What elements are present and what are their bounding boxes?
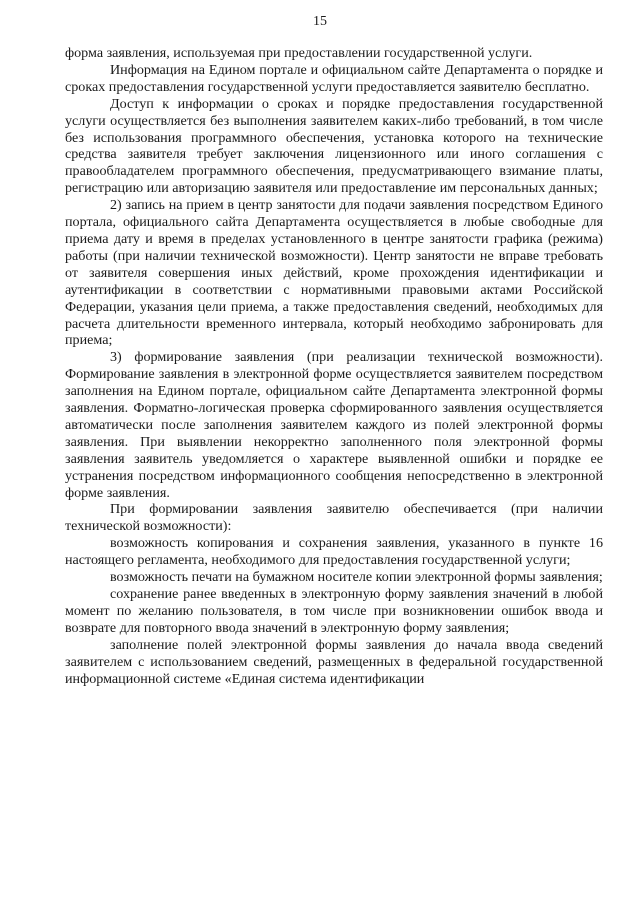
paragraph: форма заявления, используемая при предоставлении государственной услуги. [65, 45, 533, 61]
page-number: 15 [313, 14, 327, 29]
document-body [65, 45, 603, 687]
paragraph: возможность копирования и сохранения заявления, указанного в пункте 16 настоящего регламента, необходимого для предоставления государственной услуги; [65, 535, 603, 569]
paragraph: возможность печати на бумажном носителе копии электронной формы заявления; [110, 569, 603, 586]
paragraph: 2) запись на прием в центр занятости для подачи заявления посредством Единого портала, официального сайта Департамента осуществляется в любые свободные для приема дату и время в пределах установленного в центре занятости графика (режима) работы (при наличии технической возможности). Центр занятости не вправе требовать от заявителя совершения иных действий, кроме прохождения идентификации и аутентификации в соответствии с нормативными правовыми актами Российской Федерации, указания цели приема, а также предоставления сведений, необходимых для расчета длительности временного интервала, который необходимо забронировать для приема; [65, 197, 603, 349]
paragraph: сохранение ранее введенных в электронную форму заявления значений в любой момент по желанию пользователя, в том числе при возникновении ошибок ввода и возврате для повторного ввода значений в электронную форму заявления; [65, 586, 603, 636]
paragraph: Доступ к информации о сроках и порядке предоставления государственной услуги осуществляется без выполнения заявителем каких-либо требований, в том числе без использования программного обеспечения, установка которого на технические средства заявителя требует заключения лицензионного или иного соглашения с правообладателем программного обеспечения, предусматривающего взимание платы, регистрацию или авторизацию заявителя или предоставление им персональных данных; [65, 95, 603, 197]
paragraph: При формировании заявления заявителю обеспечивается (при наличии технической возможности): [65, 501, 603, 535]
paragraph: Информация на Едином портале и официальном сайте Департамента о порядке и сроках предоставления государственной услуги предоставляется заявителю бесплатно. [65, 61, 603, 95]
paragraph: 3) формирование заявления (при реализации технической возможности). Формирование заявления в электронной форме осуществляется заявителем посредством заполнения на Едином портале, официальном сайте Департамента электронной формы заявления. Форматно-логическая проверка сформированного заявления осуществляется автоматически после заполнения заявителем каждого из полей электронной формы заявления. При выявлении некорректно заполненного поля электронной формы заявления заявитель уведомляется о характере выявленной ошибки и порядке ее устранения посредством информационного сообщения непосредственно в электронной форме заявления. [65, 349, 603, 501]
paragraph: заполнение полей электронной формы заявления до начала ввода сведений заявителем с использованием сведений, размещенных в федеральной государственной информационной системе «Единая система идентификации [65, 636, 603, 687]
